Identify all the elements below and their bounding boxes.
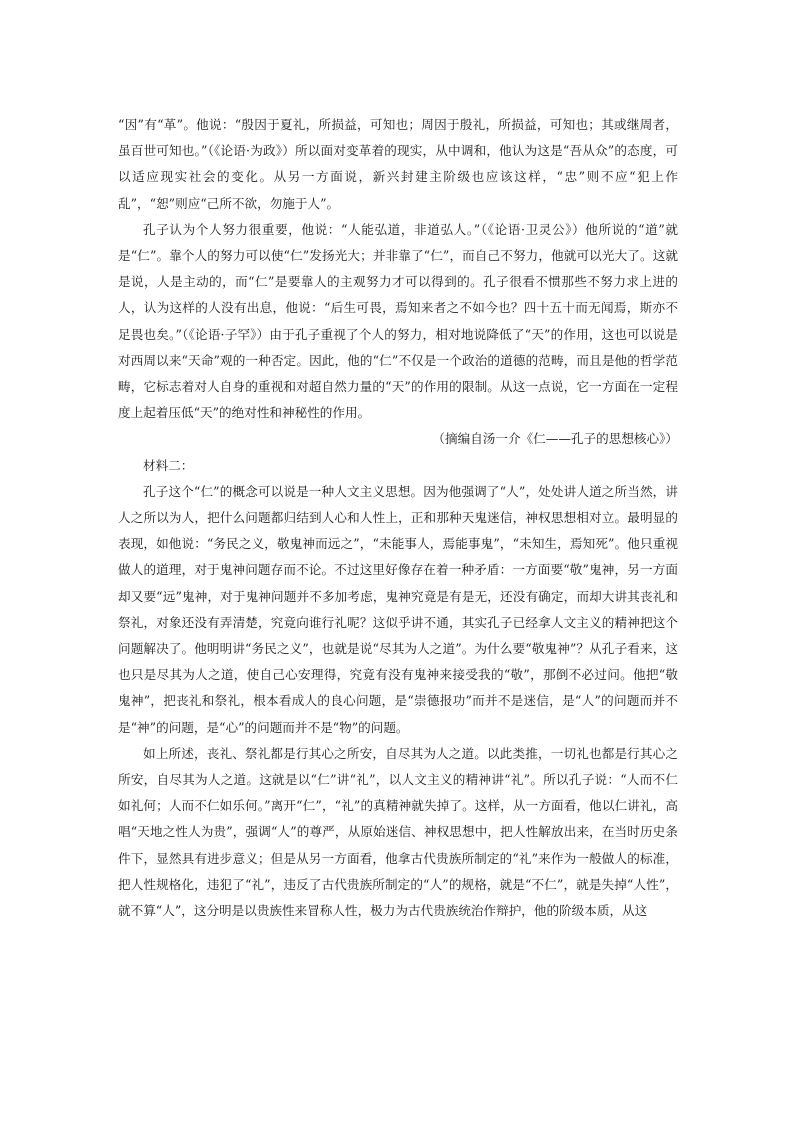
- source-citation: （摘编自汤一介《仁——孔子的思想核心》）: [432, 431, 678, 447]
- paragraph-continuation: “因”有“革”。他说：“殷因于夏礼，所损益，可知也；周因于殷礼，所损益，可知也；其或继周者，虽百世可知也。”（《论语·为政》）所以面对变革着的现实，从中调和，他认为这是“吾从众”的态度，可以适应现实社会的变化。从另一方面说，新兴封建主阶级也应该这样，“忠”则不应“犯上作乱”，“恕”则应“己所不欲，勿施于人”。: [118, 117, 678, 211]
- document-body: [118, 112, 678, 924]
- paragraph-ritual: 如上所述，丧礼、祭礼都是行其心之所安，自尽其为人之道。以此类推，一切礼也都是行其心之所安，自尽其为人之道。这就是以“仁”讲“礼”，以人文主义的精神讲“礼”。所以孔子说：“人而不仁如礼何；人而不仁如乐何。”离开“仁”，“礼”的真精神就失掉了。这样，从一方面看，他以仁讲礼，高唱“天地之性人为贵”，强调“人”的尊严，从原始迷信、神权思想中，把人性解放出来，在当时历史条件下，显然具有进步意义；但是从另一方面看，他拿古代贵族所制定的“礼”来作为一般做人的标准，把人性规格化，违犯了“礼”，违反了古代贵族所制定的“人”的规格，就是“不仁”，就是失掉“人性”，就不算“人”，这分明是以贵族性来冒称人性，极力为古代贵族统治作辩护，他的阶级本质，从这: [118, 745, 678, 919]
- paragraph-humanism: 孔子这个“仁”的概念可以说是一种人文主义思想。因为他强调了“人”，处处讲人道之所当然，讲人之所以为人，把什么问题都归结到人心和人性上，正和那种天鬼迷信，神权思想相对立。最明显的表现，如他说：“务民之义，敬鬼神而远之”，“未能事人，焉能事鬼”，“未知生，焉知死”。他只重视做人的道理，对于鬼神问题存而不论。不过这里好像存在着一种矛盾：一方面要“敬”鬼神，另一方面却又要“远”鬼神，对于鬼神问题并不多加考虑，鬼神究竟是有是无，还没有确定，而却大讲其丧礼和祭礼，对象还没有弄清楚，究竟向谁行礼呢？这似乎讲不通，其实孔子已经拿人文主义的精神把这个问题解决了。他明明讲“务民之义”，也就是说“尽其为人之道”。为什么要“敬鬼神”？从孔子看来，这也只是尽其为人之道，使自己心安理得，究竟有没有鬼神来接受我的“敬”，那倒不必过问。他把“敬鬼神”，把丧礼和祭礼，根本看成人的良心问题，是“崇德报功”而并不是迷信，是“人”的问题而并不是“神”的问题，是“心”的问题而并不是“物”的问题。: [118, 483, 678, 735]
- paragraph-personal-effort: 孔子认为个人努力很重要，他说：“人能弘道，非道弘人。”（《论语·卫灵公》）他所说的“道”就是“仁”。靠个人的努力可以使“仁”发扬光大；并非靠了“仁”，而自己不努力，他就可以光大了。这就是说，人是主动的，而“仁”是要靠人的主观努力才可以得到的。孔子很看不惯那些不努力求上进的人，认为这样的人没有出息，他说：“后生可畏，焉知来者之不如今也？四十五十而无闻焉，斯亦不足畏也矣。”（《论语·子罕》）由于孔子重视了个人的努力，相对地说降低了“天”的作用，这也可以说是对西周以来“天命”观的一种否定。因此，他的“仁”不仅是一个政治的道德的范畴，而且是他的哲学范畴，它标志着对人自身的重视和对超自然力量的“天”的作用的限制。从这一点说，它一方面在一定程度上起着压低“天”的绝对性和神秘性的作用。: [118, 221, 678, 421]
- material-two-label: 材料二：: [143, 457, 194, 473]
